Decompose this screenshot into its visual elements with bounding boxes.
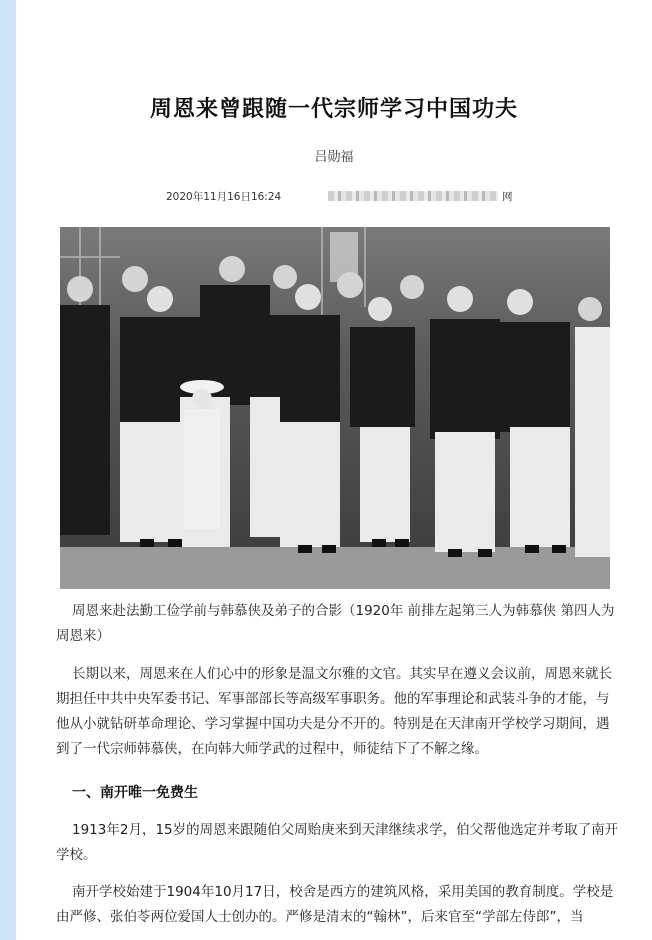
body-paragraph-2: 1913年2月，15岁的周恩来跟随伯父周贻庚来到天津继续求学，伯父帮他选定并考取了南开学校。 bbox=[56, 822, 619, 863]
article-meta bbox=[16, 188, 652, 206]
section-heading-1: 一、南开唯一免费生 bbox=[72, 785, 198, 801]
publish-date: 2020年11月16日16:24 bbox=[166, 191, 282, 203]
article-author: 吕勋福 bbox=[314, 150, 354, 165]
group-photo bbox=[60, 227, 610, 589]
group-photo-illustration bbox=[60, 227, 610, 589]
article-title: 周恩来曾跟随一代宗师学习中国功夫 bbox=[149, 97, 518, 122]
body-paragraph-3: 南开学校始建于1904年10月17日，校舍是西方的建筑风格，采用美国的教育制度。学校是由严修、张伯苓两位爱国人士创办的。严修是清末的“翰林”，后来官至“学部左侍郎”，当 bbox=[56, 884, 614, 925]
body-paragraph-1: 长期以来，周恩来在人们心中的形象是温文尔雅的文官。其实早在遵义会议前，周恩来就长期担任中共中央军委书记、军事部部长等高级军事职务。他的军事理论和武装斗争的才能，与他从小就钻研革命理论、学习掌握中国功夫是分不开的。特别是在天津南开学校学习期间，遇到了一代宗师韩慕侠，在向韩大师学武的过程中，师徒结下了不解之缘。 bbox=[56, 666, 612, 757]
blurred-source-name bbox=[328, 191, 498, 201]
photo-caption: 周恩来赴法勤工俭学前与韩慕侠及弟子的合影（1920年 前排左起第三人为韩慕侠 第四人为周恩来） bbox=[56, 603, 615, 644]
source-suffix: 网 bbox=[502, 191, 513, 203]
article-page bbox=[16, 0, 652, 940]
left-window-strip bbox=[0, 0, 16, 940]
